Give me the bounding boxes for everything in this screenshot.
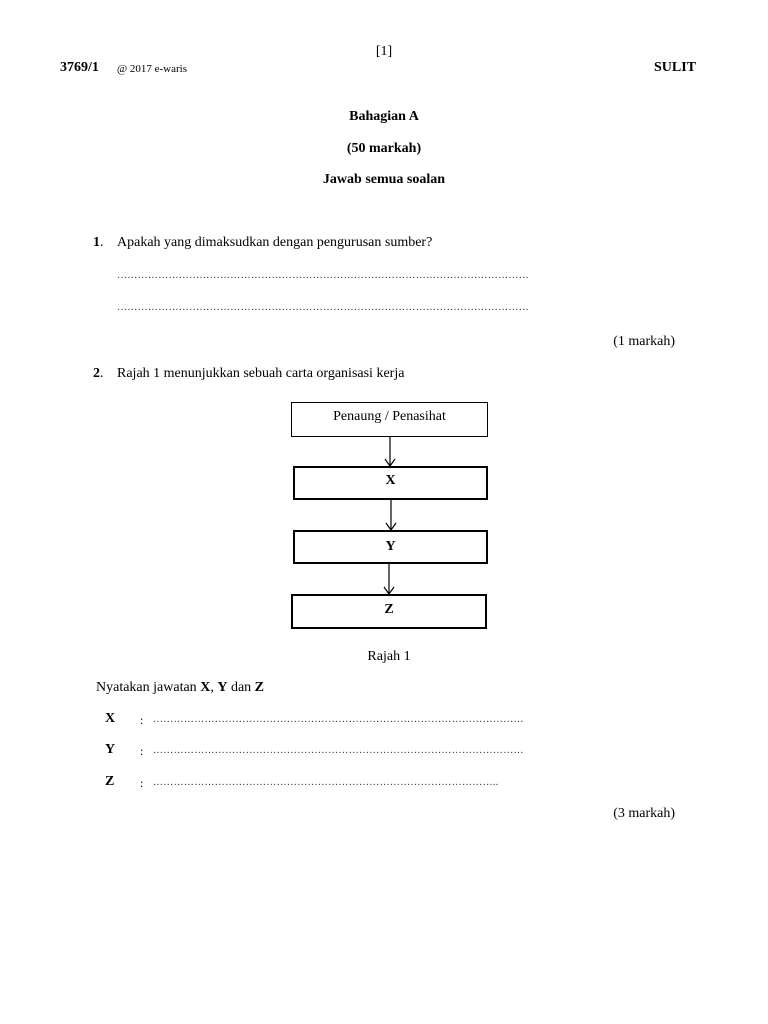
prompt-text: Nyatakan jawatan [96, 680, 201, 695]
prompt-x: X [200, 680, 211, 695]
answer-label-z: Z [105, 774, 115, 789]
answer-label-x: X [105, 711, 116, 726]
answer-label-y: Y [105, 742, 116, 757]
prompt-separator: dan [227, 680, 255, 695]
answer-colon: : [140, 776, 144, 790]
org-chart-arrow [382, 436, 398, 468]
classification-label: SULIT [653, 60, 696, 75]
section-instruction: Jawab semua soalan [322, 172, 446, 187]
section-marks: (50 markah) [346, 141, 422, 156]
org-chart-box-z: Z [291, 594, 487, 629]
prompt-z: Z [254, 680, 264, 695]
question-1-marks: (1 markah) [613, 334, 675, 349]
answer-colon: : [140, 744, 144, 758]
figure-caption: Rajah 1 [367, 649, 411, 664]
question-2-marks: (3 markah) [613, 806, 675, 821]
answer-line-x[interactable]: ……………………………………………………………………………………………… [153, 714, 524, 725]
org-chart-arrow [381, 564, 397, 596]
question-1-answer-line[interactable]: ………………………………………………………………………………………………………… [117, 270, 529, 281]
org-chart-arrow [383, 500, 399, 532]
page-number: [1] [375, 44, 393, 59]
org-chart-top-box: Penaung / Penasihat [291, 402, 488, 437]
question-1-text: Apakah yang dimaksudkan dengan pengurusan sumber? [117, 235, 433, 250]
question-2-number: 2. [93, 366, 104, 381]
copyright-notice: @ 2017 e-waris [117, 63, 188, 75]
prompt-separator: , [210, 680, 218, 695]
prompt-y: Y [217, 680, 228, 695]
question-1-answer-line[interactable]: ………………………………………………………………………………………………………… [117, 302, 529, 313]
paper-code: 3769/1 [60, 60, 99, 75]
answer-line-z[interactable]: ……………………………………………………………………………………….. [153, 777, 499, 788]
org-chart-box-y: Y [293, 530, 488, 564]
section-title: Bahagian A [349, 109, 419, 124]
question-2-text: Rajah 1 menunjukkan sebuah carta organisasi kerja [117, 366, 405, 381]
answer-line-y[interactable]: ……………………………………………………………………………………………… [153, 745, 524, 756]
question-2-prompt [96, 680, 264, 696]
org-chart-box-x: X [293, 466, 488, 500]
question-1-number: 1. [93, 235, 104, 250]
answer-colon: : [140, 713, 144, 727]
